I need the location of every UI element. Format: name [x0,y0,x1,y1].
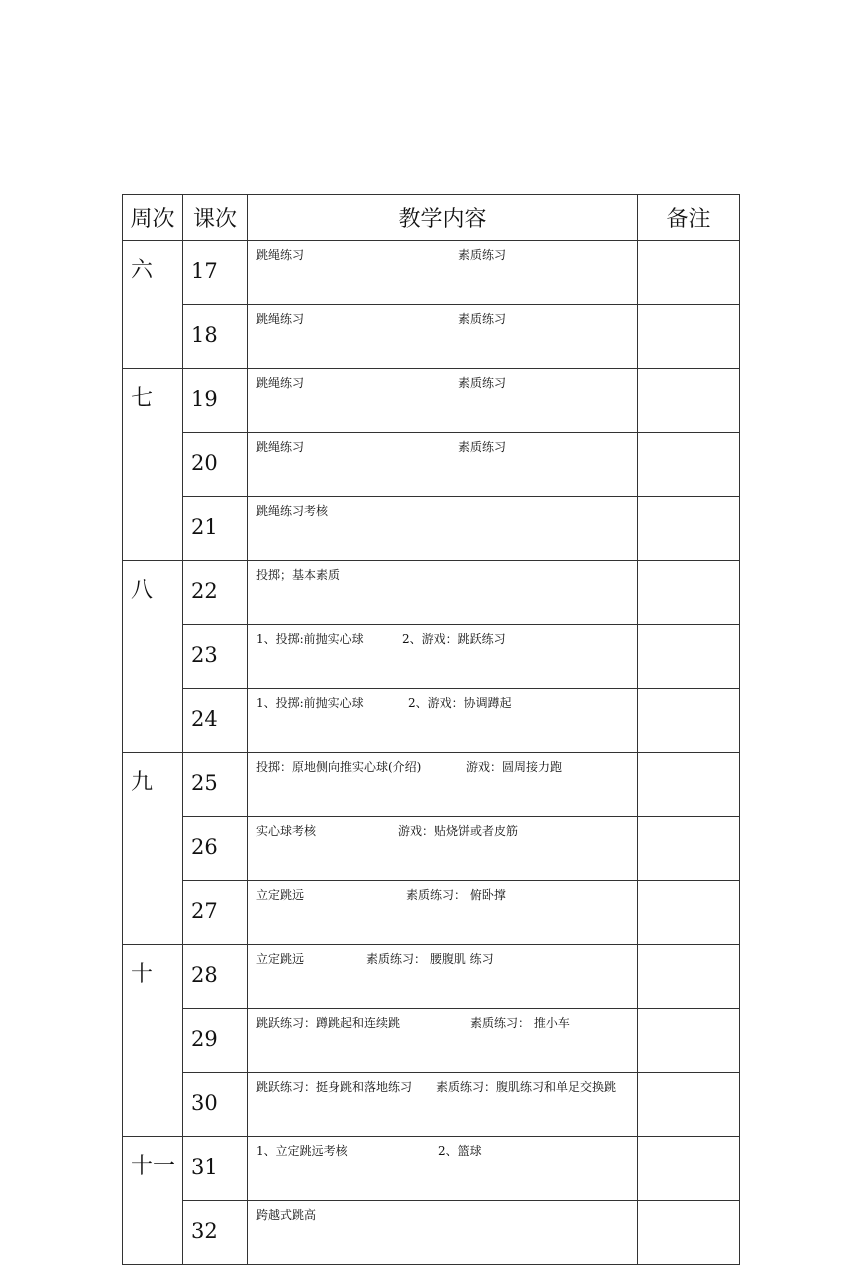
table-row [123,1201,740,1265]
lesson-number: 24 [183,689,248,753]
table-row [123,497,740,561]
remark-cell [638,305,740,369]
content-secondary: 游戏：贴烧饼或者皮筋 [398,824,519,838]
remark-cell [638,945,740,1009]
content-primary: 跳跃练习：蹲跳起和连续跳 [256,1016,401,1030]
content-cell [248,369,638,433]
content-cell [248,945,638,1009]
header-content: 教学内容 [248,195,638,241]
table-row [123,1073,740,1137]
content-primary: 1、投掷:前抛实心球 [256,696,364,710]
remark-cell [638,625,740,689]
content-secondary: 素质练习 [458,376,507,390]
lesson-number: 30 [183,1073,248,1137]
header-lesson: 课次 [183,195,248,241]
content-primary: 1、投掷:前抛实心球 [256,632,364,646]
week-cell: 九 [123,753,183,945]
content-cell [248,881,638,945]
content-primary: 立定跳远 [256,952,305,966]
content-primary: 跳绳练习 [256,248,305,262]
content-secondary: 游戏：圆周接力跑 [466,760,563,774]
header-remark: 备注 [638,195,740,241]
table-row [123,369,740,433]
week-cell: 七 [123,369,183,561]
content-primary: 跳绳练习 [256,440,305,454]
remark-cell [638,1009,740,1073]
lesson-number: 18 [183,305,248,369]
table-row [123,1137,740,1201]
content-cell [248,1009,638,1073]
content-cell [248,1137,638,1201]
content-primary: 投掷；基本素质 [256,568,341,582]
content-primary: 跨越式跳高 [256,1208,317,1222]
content-cell [248,305,638,369]
week-cell: 十 [123,945,183,1137]
week-cell: 十一 [123,1137,183,1265]
lesson-number: 32 [183,1201,248,1265]
lesson-number: 23 [183,625,248,689]
content-primary: 跳绳练习考核 [256,504,329,518]
header-row [123,195,740,241]
content-primary: 立定跳远 [256,888,305,902]
lesson-number: 19 [183,369,248,433]
content-cell [248,241,638,305]
table-row [123,881,740,945]
table-row [123,1009,740,1073]
content-secondary: 2、游戏：协调蹲起 [408,696,512,710]
remark-cell [638,433,740,497]
lesson-number: 26 [183,817,248,881]
remark-cell [638,369,740,433]
table-row [123,753,740,817]
lesson-number: 17 [183,241,248,305]
table-row [123,305,740,369]
table-row [123,817,740,881]
lesson-number: 20 [183,433,248,497]
lesson-number: 28 [183,945,248,1009]
lesson-number: 21 [183,497,248,561]
lesson-number: 27 [183,881,248,945]
week-cell: 六 [123,241,183,369]
content-cell [248,561,638,625]
content-cell [248,1201,638,1265]
content-cell [248,625,638,689]
table-row [123,241,740,305]
content-cell [248,753,638,817]
table-row [123,561,740,625]
remark-cell [638,1137,740,1201]
remark-cell [638,817,740,881]
content-secondary: 素质练习： 俯卧撑 [406,888,506,902]
remark-cell [638,497,740,561]
content-cell [248,817,638,881]
content-primary: 实心球考核 [256,824,317,838]
table-row [123,433,740,497]
content-primary: 跳跃练习：挺身跳和落地练习 [256,1080,413,1094]
header-week: 周次 [123,195,183,241]
table-row [123,689,740,753]
remark-cell [638,881,740,945]
content-secondary: 素质练习： 推小车 [470,1016,570,1030]
content-secondary: 2、游戏：跳跃练习 [402,632,506,646]
lesson-number: 31 [183,1137,248,1201]
table-row [123,625,740,689]
lesson-number: 29 [183,1009,248,1073]
table-row [123,945,740,1009]
content-secondary: 素质练习： 腰腹肌 练习 [366,952,494,966]
week-cell: 八 [123,561,183,753]
teaching-schedule-table [122,194,740,1265]
content-cell [248,689,638,753]
content-cell [248,433,638,497]
content-primary: 跳绳练习 [256,376,305,390]
content-primary: 投掷：原地侧向推实心球(介绍) [256,760,422,774]
remark-cell [638,689,740,753]
content-secondary: 素质练习：腹肌练习和单足交换跳 [436,1080,617,1094]
remark-cell [638,753,740,817]
lesson-number: 22 [183,561,248,625]
content-secondary: 素质练习 [458,312,507,326]
content-primary: 跳绳练习 [256,312,305,326]
content-cell [248,1073,638,1137]
content-primary: 1、立定跳远考核 [256,1144,348,1158]
content-secondary: 2、篮球 [438,1144,482,1158]
remark-cell [638,241,740,305]
content-secondary: 素质练习 [458,440,507,454]
remark-cell [638,561,740,625]
remark-cell [638,1201,740,1265]
lesson-number: 25 [183,753,248,817]
content-cell [248,497,638,561]
content-secondary: 素质练习 [458,248,507,262]
remark-cell [638,1073,740,1137]
